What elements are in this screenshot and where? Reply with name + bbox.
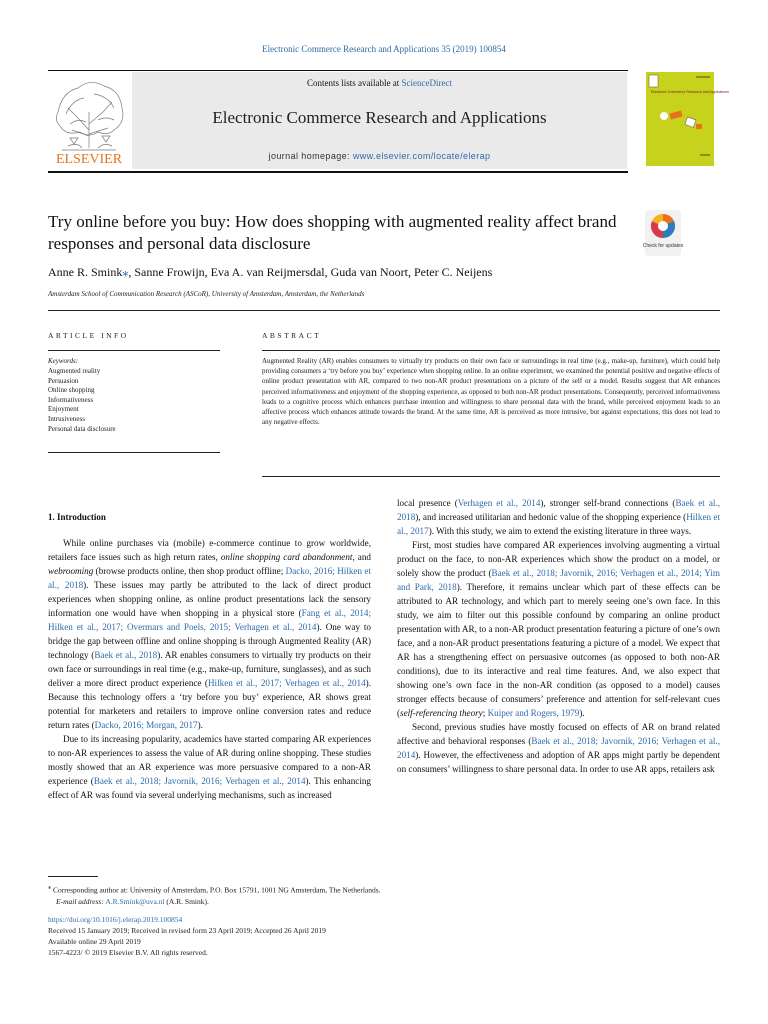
text-run: Due to its increasing popularity, academics have started comparing AR experiences to non-AR experiences to assess the value of AR during online shopping. These studies mostly showed that an AR experience was more persuasive compared to a non-AR experience ( (48, 734, 371, 786)
first-author: Anne R. Smink (48, 265, 123, 279)
copyright: 1567-4223/ © 2019 Elsevier B.V. All rights reserved. (48, 948, 208, 957)
citation-link[interactable]: Baek et al., 2018; Javornik, 2016; Verhagen et al., 2014 (397, 736, 720, 760)
homepage-link[interactable]: www.elsevier.com/locate/elerap (352, 151, 491, 161)
author-affiliation: Amsterdam School of Communication Research (ASCoR), University of Amsterdam, Amsterdam, the Netherlands (48, 290, 365, 298)
text-run: ), and increased utilitarian and hedonic value of the shopping experience ( (415, 512, 687, 522)
contents-availability (132, 78, 627, 88)
text-run: ). (579, 708, 585, 718)
citation-link[interactable]: Dacko, 2016; Hilken et al., 2018 (48, 566, 371, 590)
text-run: (browse products online, then shop product offline; (93, 566, 286, 576)
citation-link[interactable]: Hilken et al., 2017 (397, 512, 720, 536)
paragraph (397, 496, 720, 538)
svg-text:ELSEVIER: ELSEVIER (55, 152, 123, 167)
citation-link[interactable]: Baek et al., 2018; Javornik, 2016; Verhagen et al., 2014 (93, 776, 306, 786)
crossmark-icon (643, 210, 683, 256)
text-run: Second, previous studies have mostly focused on effects of AR on brand related affective and behavioral responses ( (397, 722, 720, 746)
keywords-label: Keywords: (48, 357, 79, 365)
cover-title: Electronic Commerce Research and Applications (651, 90, 729, 94)
paragraph (397, 538, 720, 720)
abstract-bottom-rule (262, 476, 720, 477)
available-online: Available online 29 April 2019 (48, 937, 141, 946)
abstract-heading: ABSTRACT (262, 331, 322, 340)
italic-term: webrooming (48, 566, 94, 576)
text-run: ; (482, 708, 488, 718)
article-info-bottom-rule (48, 452, 220, 453)
footnote-marker: ⁎ (48, 884, 52, 891)
keyword-item: Augmented reality (48, 367, 101, 375)
keyword-item: Enjoyment (48, 405, 79, 414)
corresponding-author-marker[interactable]: ⁎ (122, 265, 129, 279)
journal-title: Electronic Commerce Research and Applications (212, 108, 547, 127)
text-run: ). This enhancing effect of AR was found via several underlying mechanisms, such as increased (48, 776, 371, 800)
keyword-item: Personal data disclosure (48, 424, 116, 433)
footnote-text: Corresponding author at: University of Amsterdam, P.O. Box 15791, 1001 NG Amsterdam, The Netherlands. (51, 885, 381, 895)
citation-link[interactable]: Kuiper and Rogers, 1979 (487, 708, 580, 718)
publication-info (48, 914, 720, 958)
keyword-item: Intrusiveness (48, 414, 85, 423)
text-run: ), stronger self-brand connections ( (540, 498, 676, 508)
journal-reference-link[interactable]: Electronic Commerce Research and Applications 35 (2019) 100854 (262, 44, 506, 54)
abstract-text: Augmented Reality (AR) enables consumers to virtually try products on their own face or surroundings in real time (e.g., make-up, furniture), which could help providing consumers a ‘try before you buy’ experience when shopping online. In an online experiment, we examined the potential positive and negative effects of online product presentation with AR, compared to two non-AR product presentations on a picture of the self or a model. Results suggest that AR enhances perceived informativeness and enjoyment of the shopping experience, as opposed to both non-AR product presentations. Consequently, perceived informativeness leads to a cognitive process which enhances purchase intention and willingness to share personal data with the brand, while perceived enjoyment leads to an affective process which enhances attitude towards the brand. At the same time, AR is perceived as more intrusive, but against expectations, this does not lead to any negative effects. (262, 357, 720, 427)
crossmark-label: Check for updates (642, 243, 684, 249)
section-heading-introduction: 1. Introduction (48, 512, 106, 522)
text-run: ). AR enables consumers to virtually try products on their own face or surroundings in real time (e.g., make-up, furniture, sunglasses), and as such deliver a more direct product experience ( (48, 650, 372, 688)
abstract-rule (262, 350, 720, 351)
italic-term: self-referencing theory (400, 708, 483, 718)
text-run: ). Therefore, it remains unclear which part of these effects can be attributed to AR technology, and which part to merely seeing one’s own face. In this study, we aim to filter out this possible confound by comparing an online product presentation with AR, to a non-AR product presentation featuring a picture of one’s own face, and a non-AR product presentations featuring a picture of a model. We expect that AR has a strengthening effect on persuasive outcomes (as opposed to both non-AR conditions), due to its interactive and real time features. And, we also expect that showing one’s own face in the non-AR condition (as opposed to a model) causes stronger effects because of consumers’ preference and attention for self-relevant cues ( (397, 582, 721, 718)
article-info-heading: ARTICLE INFO (48, 331, 129, 340)
email-label: E-mail address: (56, 896, 104, 906)
masthead-top-rule (48, 70, 628, 71)
other-authors: , Sanne Frowijn, Eva A. van Reijmersdal, Guda van Noort, Peter C. Neijens (128, 265, 493, 279)
italic-term: online shopping card abandonment (220, 552, 353, 562)
doi-link[interactable]: https://doi.org/10.1016/j.elerap.2019.100854 (48, 915, 183, 924)
keyword-item: Online shopping (48, 386, 95, 395)
sciencedirect-link[interactable]: ScienceDirect (401, 78, 452, 88)
body-column-left (48, 510, 371, 802)
paragraph (48, 536, 371, 732)
footnote-rule (48, 876, 98, 877)
citation-link[interactable]: Fang et al., 2014; Hilken et al., 2017; Overmars and Poels, 2015; Verhagen et al., 2014 (48, 608, 371, 632)
citation-link[interactable]: Dacko, 2016; Morgan, 2017 (94, 720, 198, 730)
paragraph (397, 720, 720, 776)
email-link[interactable]: A.R.Smink@uva.nl (105, 896, 165, 906)
text-run: ). One way to bridge the gap between offline and online shopping is through Augmented Reality (AR) technology ( (48, 622, 371, 660)
article-info-rule (48, 350, 220, 351)
citation-link[interactable]: Baek et al., 2018 (397, 498, 721, 522)
corresponding-author-footnote (48, 882, 720, 907)
article-title: Try online before you buy: How does shopping with augmented reality affect brand responses and personal data disclosure (48, 212, 617, 253)
email-suffix: (A.R. Smink). (164, 896, 209, 906)
citation-link[interactable]: Baek et al., 2018 (94, 650, 158, 660)
citation-link[interactable]: Baek et al., 2018; Javornik, 2016; Verhagen et al., 2014; Yim and Park, 2018 (397, 568, 720, 592)
text-run: ). However, the effectiveness and adoption of AR apps might partly be dependent on consumers’ willingness to share personal data. In order to use AR apps, retailers ask (397, 750, 720, 774)
text-run: ). With this study, we aim to extend the existing literature in three ways. (428, 526, 692, 536)
body-column-right (397, 496, 720, 776)
keyword-item: Informativeness (48, 395, 94, 404)
text-run: ). (197, 720, 203, 730)
text-run: , and (352, 552, 371, 562)
keyword-item: Persuasion (48, 376, 79, 385)
contents-prefix: Contents lists available at (307, 78, 402, 88)
authors-line (48, 265, 708, 280)
citation-link[interactable]: Verhagen et al., 2014 (457, 498, 541, 508)
homepage-label: journal homepage: (268, 151, 353, 161)
keywords-list (48, 367, 116, 434)
text-run: local presence ( (397, 498, 458, 508)
received-dates: Received 15 January 2019; Received in revised form 23 April 2019; Accepted 26 April 2019 (48, 926, 326, 935)
text-run: ). These issues may partly be attributed to the lack of direct product experiences when shopping online, as online product presentations lack the sensory information one would have when shopping in a physical store ( (48, 580, 371, 618)
text-run: While online purchases via (mobile) e-commerce continue to grow worldwide, retailers face issues such as high return rates, (48, 538, 371, 562)
paragraph (48, 732, 371, 802)
journal-homepage (132, 151, 627, 161)
elsevier-logo[interactable] (48, 72, 130, 166)
citation-link[interactable]: Hilken et al., 2017; Verhagen et al., 2014 (207, 678, 366, 688)
masthead-bottom-rule (48, 171, 628, 173)
text-run: ). Because this technology offers a ‘try before you buy’ experience, AR shows great potential for marketers and retailers to improve online conversion rates and reduce return rates ( (48, 678, 371, 730)
journal-cover-thumbnail[interactable] (646, 72, 729, 166)
text-run: First, most studies have compared AR experiences involving augmenting a virtual product on the face, to non-AR experiences which show the product on a model, or solely show the product ( (397, 540, 720, 578)
elsevier-tree-icon (48, 72, 130, 166)
check-for-updates-badge[interactable] (643, 210, 683, 256)
title-divider (48, 310, 720, 311)
journal-cover-art (646, 72, 729, 166)
